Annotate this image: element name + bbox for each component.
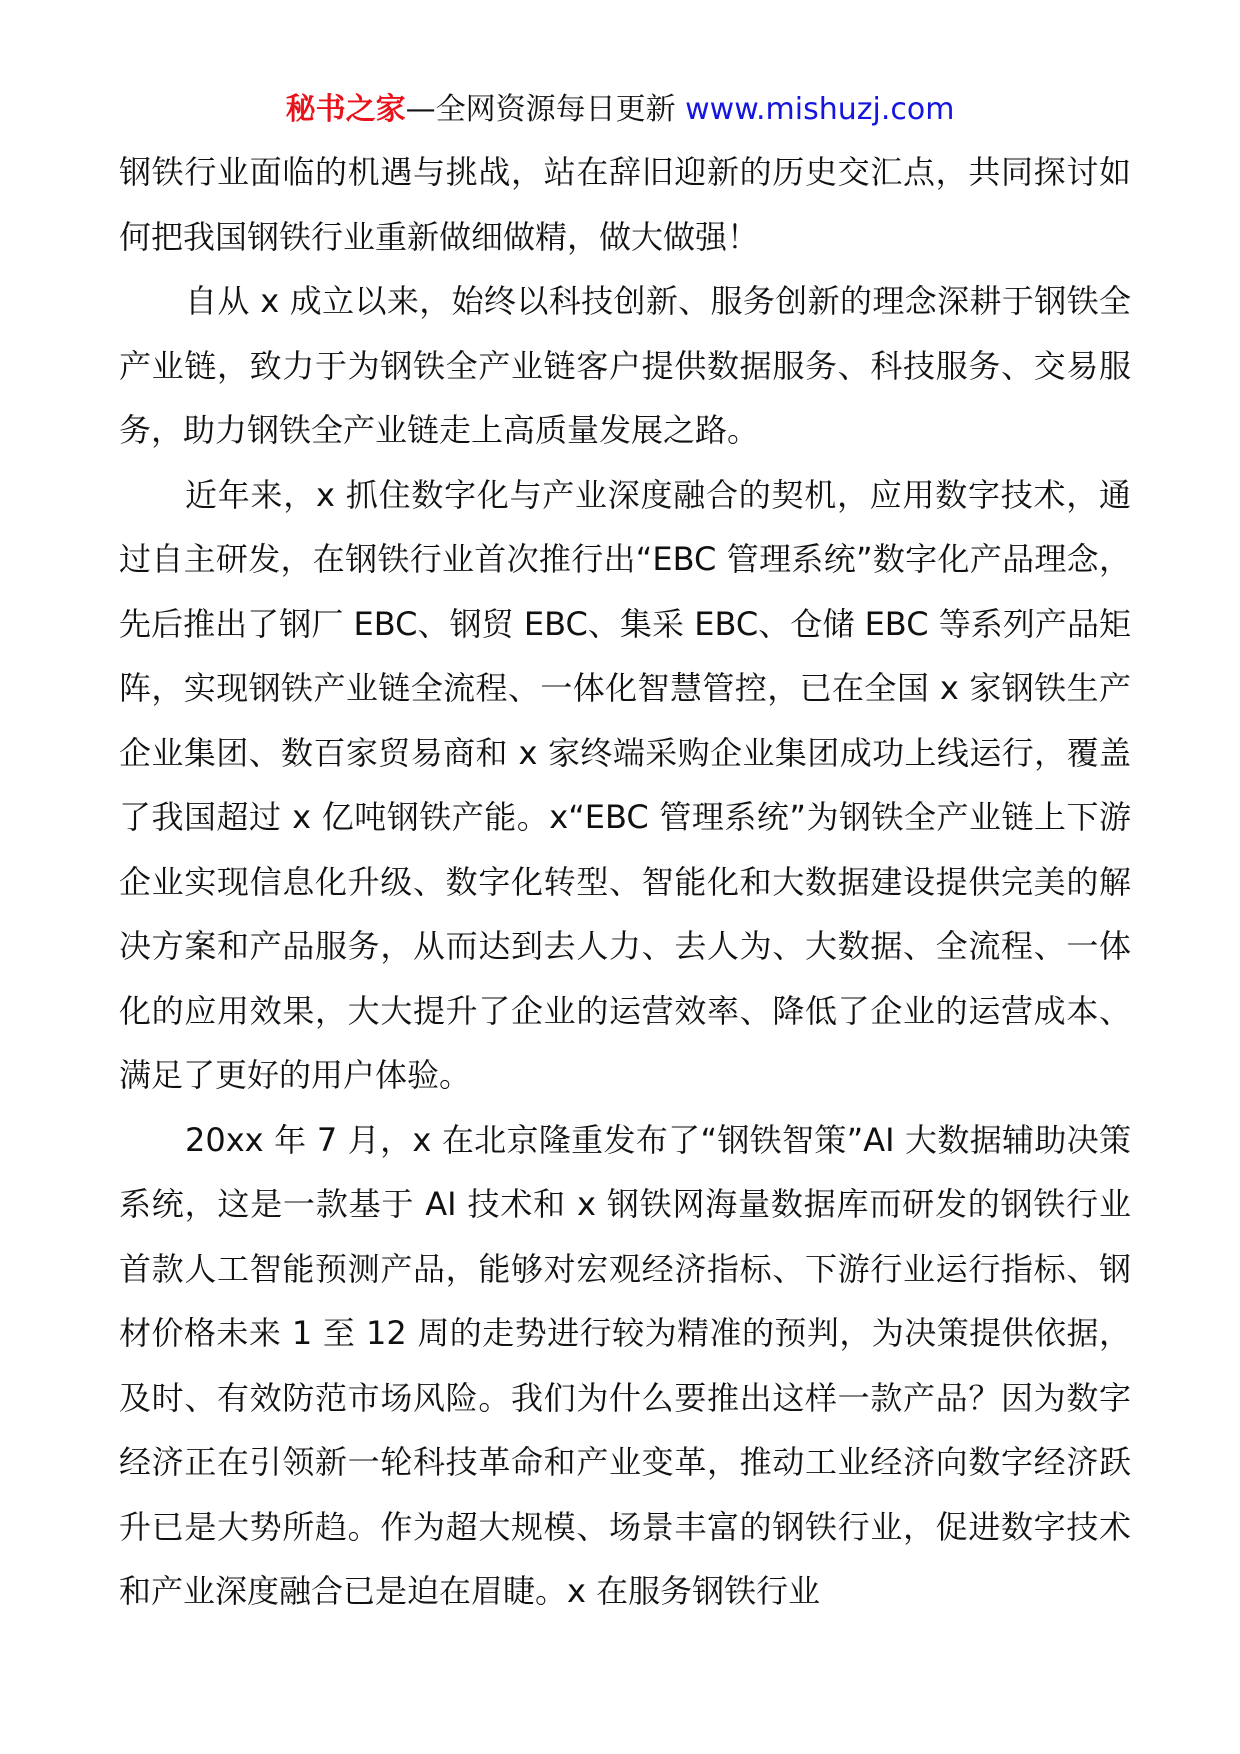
paragraph: 近年来，x 抓住数字化与产业深度融合的契机，应用数字技术，通过自主研发，在钢铁行业首次推行出“EBC 管理系统”数字化产品理念，先后推出了钢厂 EBC、钢贸 EBC、集采 EBC、仓储 EBC 等系列产品矩阵，实现钢铁产业链全流程、一体化智慧管控，已在全国 x 家钢铁生产企业集团、数百家贸易商和 x 家终端采购企业集团成功上线运行，覆盖了我国超过 x 亿吨钢铁产能。x“EBC 管理系统”为钢铁全产业链上下游企业实现信息化升级、数字化转型、智能化和大数据建设提供完美的解决方案和产品服务，从而达到去人力、去人为、大数据、全流程、一体化的应用效果，大大提升了企业的运营效率、降低了企业的运营成本、满足了更好的用户体验。 xyxy=(119,475,1131,1094)
page-header xyxy=(0,86,1240,134)
document-body xyxy=(119,140,1131,1624)
paragraph-continued: 钢铁行业面临的机遇与挑战，站在辞旧迎新的历史交汇点，共同探讨如何把我国钢铁行业重新做细做精，做大做强！ xyxy=(119,153,1131,256)
paragraph: 自从 x 成立以来，始终以科技创新、服务创新的理念深耕于钢铁全产业链，致力于为钢铁全产业链客户提供数据服务、科技服务、交易服务，助力钢铁全产业链走上高质量发展之路。 xyxy=(119,282,1131,449)
site-slogan: —全网资源每日更新 xyxy=(405,92,676,127)
paragraph: 20xx 年 7 月，x 在北京隆重发布了“钢铁智策”AI 大数据辅助决策系统，这是一款基于 AI 技术和 x 钢铁网海量数据库而研发的钢铁行业首款人工智能预测产品，能够对宏观经济指标、下游行业运行指标、钢材价格未来 1 至 12 周的走势进行较为精准的预判，为决策提供依据，及时、有效防范市场风险。我们为什么要推出这样一款产品？因为数字经济正在引领新一轮科技革命和产业变革，推动工业经济向数字经济跃升已是大势所趋。作为超大规模、场景丰富的钢铁行业，促进数字技术和产业深度融合已是迫在眉睫。x 在服务钢铁行业 xyxy=(119,1120,1131,1610)
site-url-link[interactable]: www.mishuzj.com xyxy=(685,92,955,127)
site-brand: 秘书之家 xyxy=(285,92,406,127)
